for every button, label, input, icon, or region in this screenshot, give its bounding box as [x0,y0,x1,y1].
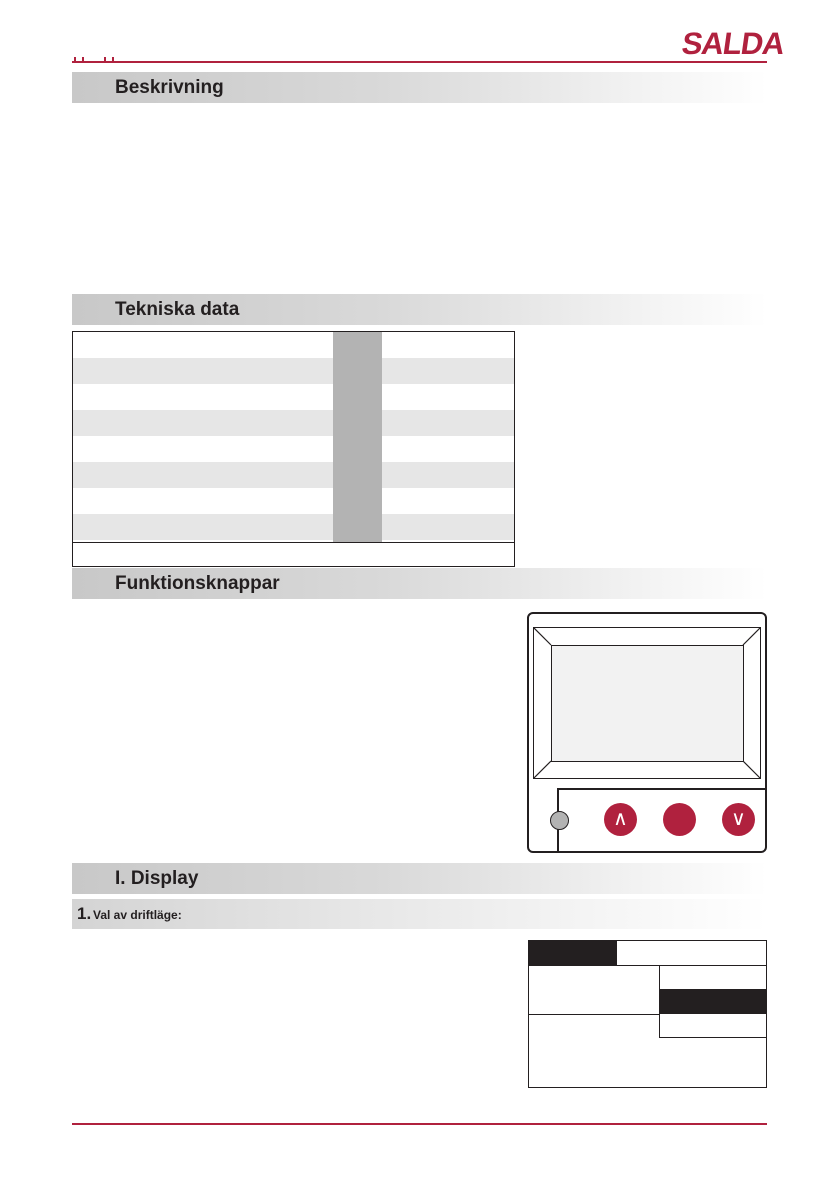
unit-column [333,332,382,542]
section-function-buttons [72,568,767,599]
subsection-number: 1. [77,904,92,923]
subsection-operating-mode [72,899,767,929]
section-display [72,863,767,894]
table-row [73,410,514,436]
status-led-icon [550,811,569,830]
table-row [73,514,514,540]
section-title-function-buttons: Funktionsknappar [115,573,280,594]
table-row [73,436,514,462]
subsection-label: Val av driftläge: [93,908,182,922]
up-button[interactable]: ∧ [604,803,637,836]
section-technical-data [72,294,767,325]
table-row [73,332,514,358]
menu-divider [659,1037,766,1038]
table-row [73,358,514,384]
ok-button[interactable] [663,803,696,836]
table-row [73,462,514,488]
table-row [73,488,514,514]
table-row [73,384,514,410]
button-panel-divider [557,788,765,790]
footer-rule [72,1123,767,1125]
menu-selected-option [659,990,766,1014]
menu-divider [529,965,766,966]
device-screen-frame [533,627,761,779]
controller-device [527,612,767,853]
header-rule [72,61,767,63]
section-title-technical-data: Tekniska data [115,299,240,320]
menu-selected-header [529,941,617,965]
menu-divider [529,1014,659,1015]
section-description [72,72,767,103]
mode-menu-diagram [528,940,767,1088]
section-title-description: Beskrivning [115,77,224,98]
section-title-display: I. Display [115,868,199,889]
salda-logo: SALDA [679,26,787,61]
down-button[interactable]: ∨ [722,803,755,836]
technical-data-table [72,331,515,567]
device-screen [551,645,744,762]
table-footer-divider [73,542,514,543]
